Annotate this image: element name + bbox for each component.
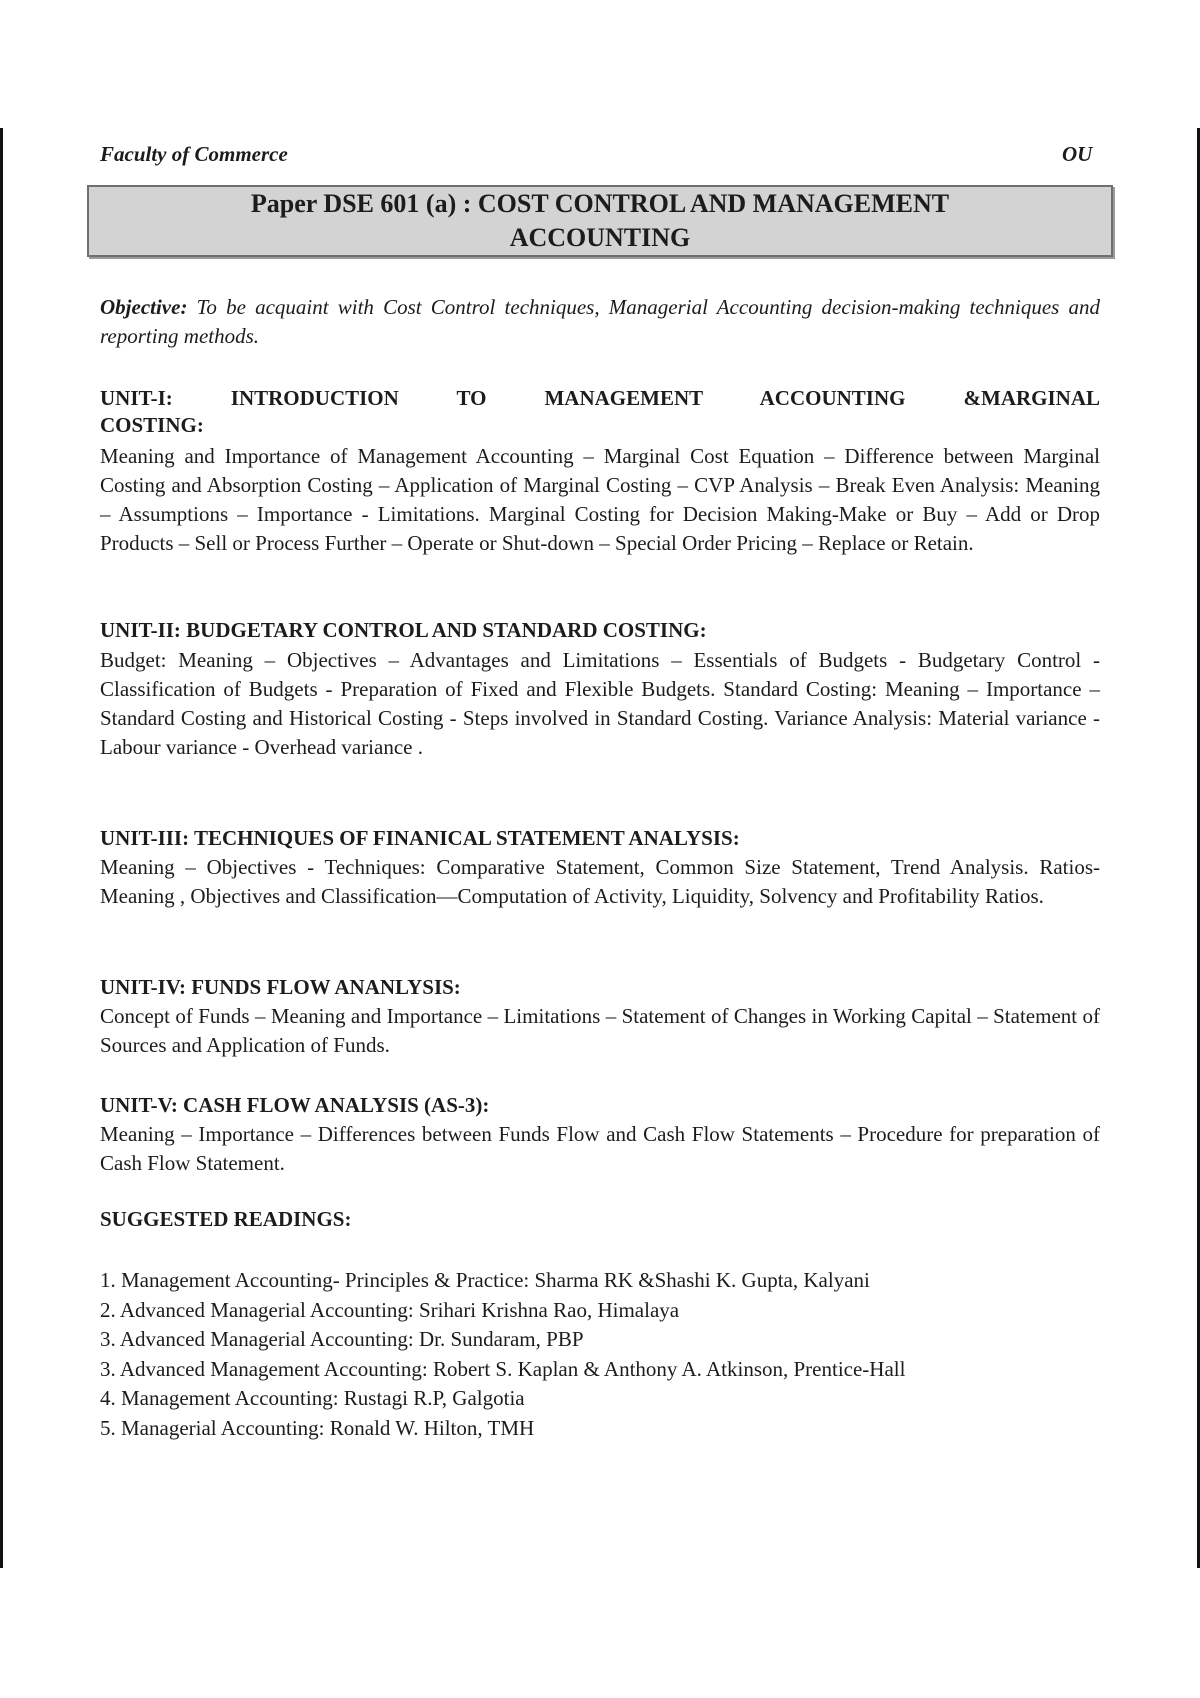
- unit-4-body: Concept of Funds – Meaning and Importance – Limitations – Statement of Changes in Working Capital – Statement of Sources and Application of Funds.: [100, 1004, 1100, 1057]
- unit-2-body: Budget: Meaning – Objectives – Advantages and Limitations – Essentials of Budgets - Budgetary Control - Classification of Budgets - Preparation of Fixed and Flexible Budgets. Standard Costing: Meaning – Importance – Standard Costing and Historical Costing - Steps involved in Standard Costing. Variance Analysis: Material variance - Labour variance - Overhead variance .: [100, 648, 1100, 759]
- reading-item: 1. Management Accounting- Principles & Practice: Sharma RK &Shashi K. Gupta, Kalyani: [100, 1268, 870, 1292]
- university-header: OU: [1062, 142, 1093, 166]
- unit-1-body: Meaning and Importance of Management Accounting – Marginal Cost Equation – Difference between Marginal Costing and Absorption Costing – Application of Marginal Costing – CVP Analysis – Break Even Analysis: Meaning – Assumptions – Importance - Limitations. Marginal Costing for Decision Making-Make or Buy – Add or Drop Products – Sell or Process Further – Operate or Shut-down – Special Order Pricing – Replace or Retain.: [100, 444, 1100, 555]
- paper-title-line-1: Paper DSE 601 (a) : COST CONTROL AND MANAGEMENT: [250, 189, 950, 218]
- paper-title-line-2: ACCOUNTING: [509, 223, 691, 252]
- unit-4-title: UNIT-IV: FUNDS FLOW ANANLYSIS:: [100, 975, 461, 999]
- unit-3-title: UNIT-III: TECHNIQUES OF FINANICAL STATEMENT ANALYSIS:: [100, 826, 740, 850]
- faculty-header: Faculty of Commerce: [100, 142, 288, 166]
- reading-item: 3. Advanced Managerial Accounting: Dr. Sundaram, PBP: [100, 1327, 584, 1351]
- unit-5-body: Meaning – Importance – Differences between Funds Flow and Cash Flow Statements – Procedure for preparation of Cash Flow Statement.: [100, 1122, 1100, 1175]
- unit-1-title-line-2: COSTING:: [100, 413, 204, 437]
- objective-label: Objective:: [100, 295, 188, 319]
- unit-3-body: Meaning – Objectives - Techniques: Comparative Statement, Common Size Statement, Trend Analysis. Ratios- Meaning , Objectives and Classification—Computation of Activity, Liquidity, Solvency and Profitability Ratios.: [100, 855, 1100, 908]
- reading-item: 3. Advanced Management Accounting: Robert S. Kaplan & Anthony A. Atkinson, Prentice-Hall: [100, 1356, 906, 1381]
- reading-item: 5. Managerial Accounting: Ronald W. Hilton, TMH: [100, 1415, 535, 1440]
- reading-item: 2. Advanced Managerial Accounting: Srihari Krishna Rao, Himalaya: [100, 1297, 680, 1322]
- objective-text: To be acquaint with Cost Control techniques, Managerial Accounting decision-making techniques and reporting methods.: [100, 295, 1101, 348]
- unit-5-title: UNIT-V: CASH FLOW ANALYSIS (AS-3):: [100, 1093, 490, 1117]
- paper-title-box: [87, 185, 1113, 257]
- unit-1-title: [100, 385, 1100, 439]
- reading-list: [100, 1266, 1120, 1443]
- page-left-border: [0, 128, 3, 1568]
- suggested-readings-title: SUGGESTED READINGS:: [100, 1207, 352, 1231]
- unit-2-title: UNIT-II: BUDGETARY CONTROL AND STANDARD COSTING:: [100, 618, 707, 642]
- unit-1-title-line-1: UNIT-I: INTRODUCTION TO MANAGEMENT ACCOUNTING &MARGINAL: [100, 386, 1100, 410]
- reading-item: 4. Management Accounting: Rustagi R.P, Galgotia: [100, 1386, 525, 1410]
- objective-paragraph: [100, 293, 1100, 351]
